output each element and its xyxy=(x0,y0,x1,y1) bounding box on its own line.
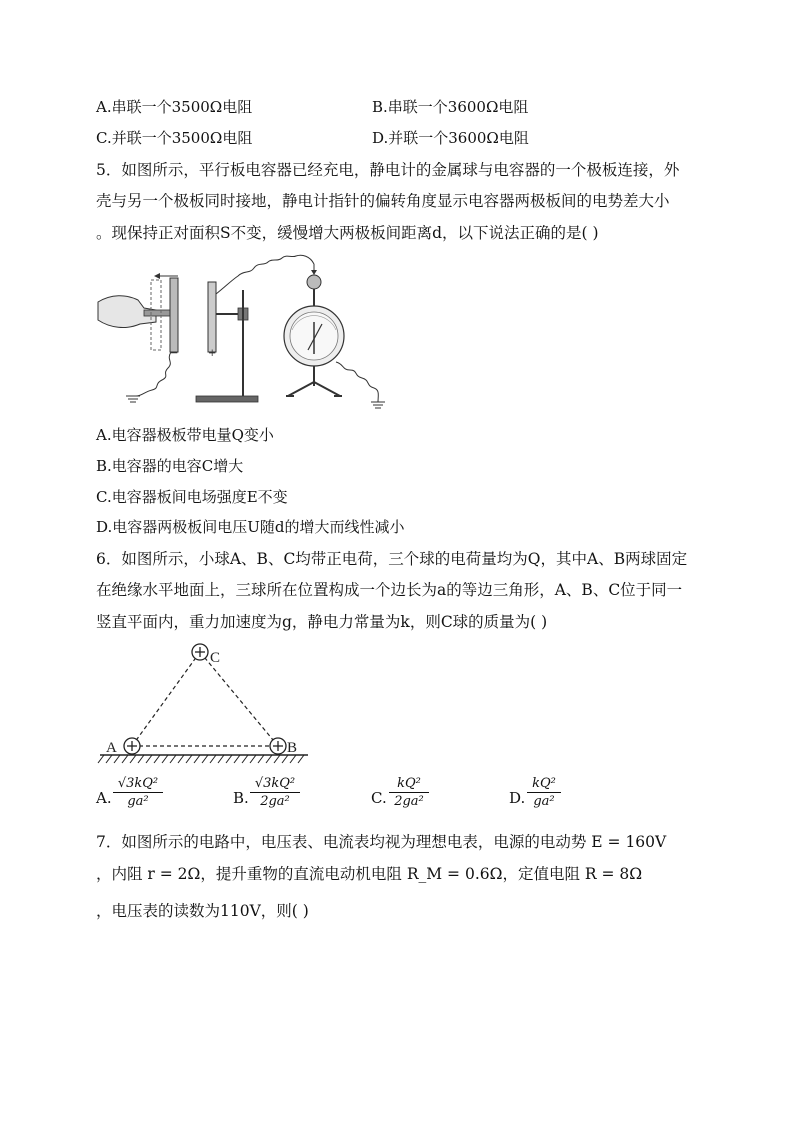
q6-option-b-numerator: √3kQ² xyxy=(254,776,296,791)
q6-option-c-denominator: 2ga² xyxy=(394,794,424,809)
label-c: C xyxy=(210,650,221,666)
minus-sign: − xyxy=(170,348,179,359)
q6-option-c-numerator: kQ² xyxy=(397,776,421,791)
q7-text-line3: ，电压表的读数为110V，则( ) xyxy=(96,902,309,920)
label-b: B xyxy=(287,740,298,756)
left-plate xyxy=(170,278,178,352)
plus-sign: + xyxy=(208,348,217,359)
q4-option-a: A.串联一个3500Ω电阻 xyxy=(96,98,253,116)
q6-option-c-fraction xyxy=(389,776,429,809)
q5-option-b: B.电容器的电容C增大 xyxy=(96,457,244,475)
q7-text-line2: ，内阻 r = 2Ω，提升重物的直流电动机电阻 R_M = 0.6Ω，定值电阻 R = 8Ω xyxy=(96,865,643,883)
q4-option-d: D.并联一个3600Ω电阻 xyxy=(372,129,529,147)
q6-option-b-prefix: B. xyxy=(233,789,249,807)
q5-text-line1: 5．如图所示，平行板电容器已经充电，静电计的金属球与电容器的一个极板连接，外 xyxy=(96,161,680,179)
q6-option-d-numerator: kQ² xyxy=(532,776,556,791)
label-a: A xyxy=(106,740,117,756)
ball-b xyxy=(270,738,286,754)
q6-option-a-numerator: √3kQ² xyxy=(117,776,159,791)
q7-text-line1: 7．如图所示的电路中，电压表、电流表均视为理想电表，电源的电动势 E = 160V xyxy=(96,833,667,851)
q5-electroscope-figure xyxy=(96,250,391,416)
q5-text-line2: 壳与另一个极板同时接地，静电计指针的偏转角度显示电容器两极板间的电势差大小 xyxy=(96,192,670,210)
q5-option-a: A.电容器极板带电量Q变小 xyxy=(96,426,274,444)
q5-text-line3: 。现保持正对面积S不变，缓慢增大两极板间距离d，以下说法正确的是( ) xyxy=(96,224,599,242)
q4-option-c: C.并联一个3500Ω电阻 xyxy=(96,129,253,147)
q6-text-line2: 在绝缘水平地面上，三球所在位置构成一个边长为a的等边三角形，A、B、C位于同一 xyxy=(96,581,683,599)
q6-option-a-denominator: ga² xyxy=(127,794,149,809)
q6-option-b-fraction xyxy=(250,776,300,809)
q6-text-line3: 竖直平面内，重力加速度为g，静电力常量为k，则C球的质量为( ) xyxy=(96,613,548,631)
q6-option-d-fraction xyxy=(527,776,561,809)
q6-option-c-prefix: C. xyxy=(371,789,387,807)
q6-text-line1: 6．如图所示，小球A、B、C均带正电荷，三个球的电荷量均为Q，其中A、B两球固定 xyxy=(96,550,688,568)
ball-c xyxy=(192,644,208,660)
q5-option-d: D.电容器两极板间电压U随d的增大而线性减小 xyxy=(96,518,405,536)
q6-option-d-denominator: ga² xyxy=(533,794,555,809)
q6-triangle-figure xyxy=(96,638,312,768)
right-plate xyxy=(208,282,216,352)
ball-a xyxy=(124,738,140,754)
q6-option-b-denominator: 2ga² xyxy=(260,794,290,809)
q6-option-a-fraction xyxy=(113,776,163,809)
q6-option-a-prefix: A. xyxy=(96,789,112,807)
q6-option-d-prefix: D. xyxy=(509,789,526,807)
q4-option-b: B.串联一个3600Ω电阻 xyxy=(372,98,529,116)
q5-option-c: C.电容器板间电场强度E不变 xyxy=(96,488,288,506)
